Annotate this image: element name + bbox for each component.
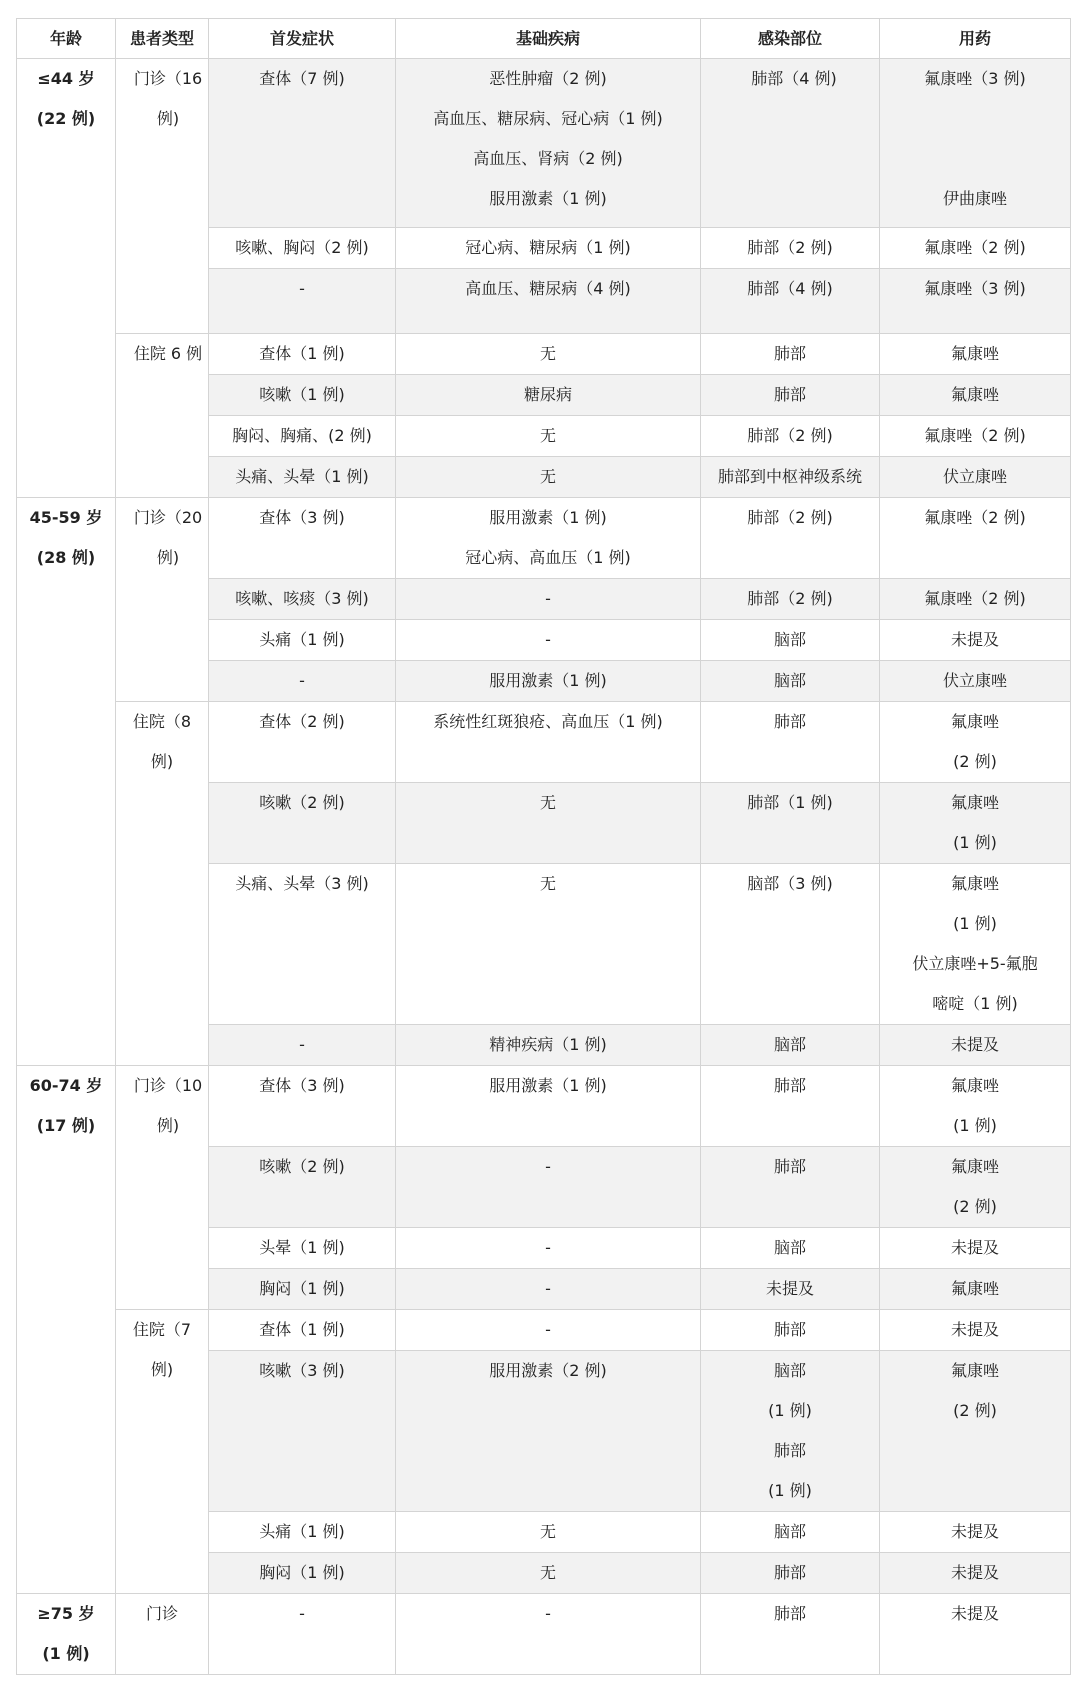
symptom-cell-line: 头晕（1 例) — [259, 1238, 345, 1257]
infection-site-cell — [701, 457, 880, 498]
symptom-cell — [209, 1269, 396, 1310]
table-row — [17, 1066, 1071, 1147]
symptom-cell-line: - — [299, 1035, 305, 1054]
medication-cell-line: 氟康唑（2 例) — [924, 589, 1026, 608]
header-medication: 用药 — [880, 19, 1071, 59]
infection-site-cell-line: 肺部 — [773, 1604, 806, 1623]
medication-cell-line: 未提及 — [950, 1238, 999, 1257]
symptom-cell-line: - — [299, 279, 305, 298]
disease-cell-line: - — [545, 630, 551, 649]
disease-cell — [396, 498, 701, 579]
medication-cell — [880, 334, 1071, 375]
medication-cell-line: 氟康唑 — [950, 712, 999, 731]
medication-cell-line: 氟康唑（2 例) — [924, 508, 1026, 527]
infection-site-cell-line: 肺部 — [773, 385, 806, 404]
symptom-cell — [209, 457, 396, 498]
symptom-cell-line: 查体（7 例) — [259, 69, 345, 88]
header-first-symptom: 首发症状 — [209, 19, 396, 59]
medication-cell-line: 未提及 — [950, 1320, 999, 1339]
disease-cell — [396, 1228, 701, 1269]
medication-cell-line: 未提及 — [950, 1035, 999, 1054]
header-underlying-disease: 基础疾病 — [396, 19, 701, 59]
infection-site-cell — [701, 1066, 880, 1147]
infection-site-cell-line: 肺部 — [773, 1320, 806, 1339]
symptom-cell — [209, 1594, 396, 1675]
disease-cell — [396, 1269, 701, 1310]
infection-site-cell — [701, 59, 880, 228]
disease-cell — [396, 783, 701, 864]
medication-cell — [880, 375, 1071, 416]
symptom-cell — [209, 1025, 396, 1066]
disease-cell-line: - — [545, 1320, 551, 1339]
medication-cell — [880, 269, 1071, 334]
symptom-cell-line: - — [299, 1604, 305, 1623]
medication-cell-line: 伏立康唑 — [942, 467, 1007, 486]
medication-cell — [880, 620, 1071, 661]
symptom-cell-line: 胸闷（1 例) — [259, 1279, 345, 1298]
disease-cell — [396, 579, 701, 620]
disease-cell — [396, 1066, 701, 1147]
disease-cell-line: 系统性红斑狼疮、高血压（1 例) — [433, 712, 663, 731]
disease-cell-line: 恶性肿瘤（2 例) — [489, 69, 607, 88]
medication-cell — [880, 1025, 1071, 1066]
medication-cell-line — [880, 99, 1070, 139]
infection-site-cell-line: 肺部（2 例) — [747, 508, 833, 527]
age-cell-line: 45-59 岁 — [29, 508, 103, 527]
medication-cell — [880, 864, 1071, 1025]
patient-type-cell — [116, 334, 209, 498]
medication-cell — [880, 457, 1071, 498]
disease-cell — [396, 1553, 701, 1594]
disease-cell — [396, 620, 701, 661]
medication-cell — [880, 59, 1071, 228]
medication-cell — [880, 579, 1071, 620]
symptom-cell — [209, 498, 396, 579]
age-cell — [17, 498, 116, 1066]
disease-cell — [396, 1147, 701, 1228]
disease-cell-line: 精神疾病（1 例) — [489, 1035, 607, 1054]
header-row — [17, 19, 1071, 59]
medication-cell — [880, 1351, 1071, 1512]
infection-site-cell — [701, 1269, 880, 1310]
medication-cell — [880, 498, 1071, 579]
table-body — [17, 59, 1071, 1675]
medication-cell-line: 氟康唑（2 例) — [924, 426, 1026, 445]
medication-cell-line: 氟康唑 — [950, 344, 999, 363]
disease-cell — [396, 864, 701, 1025]
medication-cell-line — [880, 139, 1070, 179]
patient-type-cell — [116, 1594, 209, 1675]
symptom-cell — [209, 661, 396, 702]
infection-site-cell-line: 肺部 — [773, 1563, 806, 1582]
medication-cell-line: 氟康唑 — [950, 1279, 999, 1298]
medication-cell-line: (1 例) — [953, 914, 997, 933]
disease-cell — [396, 1512, 701, 1553]
patient-type-cell — [116, 702, 209, 1066]
patient-type-cell-line: 住院（7 — [132, 1320, 192, 1339]
medication-cell-line: (2 例) — [953, 1401, 997, 1420]
patient-type-cell-line: 门诊（16 — [133, 69, 203, 88]
infection-site-cell — [701, 269, 880, 334]
disease-cell — [396, 1594, 701, 1675]
infection-site-cell — [701, 1553, 880, 1594]
disease-cell-line: 无 — [539, 467, 556, 486]
medication-cell — [880, 416, 1071, 457]
infection-site-cell — [701, 228, 880, 269]
symptom-cell — [209, 1310, 396, 1351]
medication-cell-line: 未提及 — [950, 1604, 999, 1623]
medication-cell-line: 氟康唑（3 例) — [924, 69, 1026, 88]
disease-cell — [396, 1310, 701, 1351]
infection-site-cell-line: 肺部（4 例) — [747, 279, 833, 298]
infection-site-cell-line: 脑部 — [773, 1522, 806, 1541]
infection-site-cell-line: 脑部 — [773, 1035, 806, 1054]
disease-cell-line: 服用激素（1 例) — [489, 189, 607, 208]
medication-cell — [880, 661, 1071, 702]
infection-site-cell-line: 脑部 — [773, 1238, 806, 1257]
header-infection-site: 感染部位 — [701, 19, 880, 59]
symptom-cell-line: 查体（1 例) — [259, 344, 345, 363]
disease-cell-line: - — [545, 589, 551, 608]
infection-site-cell — [701, 661, 880, 702]
symptom-cell — [209, 1147, 396, 1228]
symptom-cell — [209, 1553, 396, 1594]
disease-cell-line: - — [545, 1238, 551, 1257]
symptom-cell — [209, 702, 396, 783]
symptom-cell-line: 头痛、头晕（1 例) — [235, 467, 369, 486]
infection-site-cell — [701, 579, 880, 620]
medication-cell-line: 未提及 — [950, 630, 999, 649]
infection-site-cell — [701, 620, 880, 661]
symptom-cell-line: 查体（3 例) — [259, 1076, 345, 1095]
table-row — [17, 1310, 1071, 1351]
symptom-cell — [209, 620, 396, 661]
medication-cell-line: 氟康唑 — [950, 874, 999, 893]
disease-cell — [396, 661, 701, 702]
symptom-cell — [209, 1512, 396, 1553]
symptom-cell-line: 查体（3 例) — [259, 508, 345, 527]
infection-site-cell-line: 脑部 — [773, 671, 806, 690]
symptom-cell — [209, 783, 396, 864]
disease-cell-line: 服用激素（1 例) — [489, 671, 607, 690]
disease-cell-line: - — [545, 1157, 551, 1176]
disease-cell-line: 高血压、糖尿病、冠心病（1 例) — [433, 109, 663, 128]
symptom-cell-line: 查体（2 例) — [259, 712, 345, 731]
infection-site-cell — [701, 783, 880, 864]
infection-site-cell — [701, 864, 880, 1025]
infection-site-cell-line: (1 例) — [768, 1401, 812, 1420]
medication-cell-line: 嘧啶（1 例) — [932, 994, 1018, 1013]
medication-cell-line: 氟康唑 — [950, 385, 999, 404]
age-cell-line: (22 例) — [36, 109, 96, 128]
medication-cell-line: 氟康唑（3 例) — [924, 279, 1026, 298]
patient-type-cell-line: 例) — [156, 548, 180, 567]
symptom-cell — [209, 269, 396, 334]
age-cell-line: 60-74 岁 — [29, 1076, 103, 1095]
table-row — [17, 702, 1071, 783]
infection-site-cell — [701, 375, 880, 416]
patient-type-cell — [116, 1066, 209, 1310]
disease-cell-line: 无 — [539, 793, 556, 812]
symptom-cell — [209, 228, 396, 269]
age-cell-line: ≥75 岁 — [37, 1604, 95, 1623]
disease-cell — [396, 702, 701, 783]
patient-type-cell-line: 门诊 — [145, 1604, 178, 1623]
symptom-cell-line: 咳嗽（2 例) — [259, 793, 345, 812]
data-table — [16, 18, 1071, 1675]
infection-site-cell-line: (1 例) — [768, 1481, 812, 1500]
infection-site-cell — [701, 1025, 880, 1066]
medication-cell-line: 伏立康唑+5-氟胞 — [912, 954, 1038, 973]
age-cell — [17, 59, 116, 498]
medication-cell — [880, 1228, 1071, 1269]
disease-cell — [396, 228, 701, 269]
header-age: 年龄 — [17, 19, 116, 59]
table-row — [17, 59, 1071, 228]
disease-cell-line: 服用激素（1 例) — [489, 1076, 607, 1095]
table-header — [17, 19, 1071, 59]
infection-site-cell — [701, 1310, 880, 1351]
medication-cell-line: (1 例) — [953, 1116, 997, 1135]
symptom-cell-line: 头痛、头晕（3 例) — [235, 874, 369, 893]
infection-site-cell-line: 未提及 — [765, 1279, 814, 1298]
infection-site-cell — [701, 1594, 880, 1675]
header-patient-type: 患者类型 — [116, 19, 209, 59]
infection-site-cell-line: 肺部到中枢神级系统 — [717, 467, 862, 486]
medication-cell-line: 氟康唑 — [950, 1076, 999, 1095]
disease-cell-line: 服用激素（1 例) — [489, 508, 607, 527]
medication-cell — [880, 1147, 1071, 1228]
age-cell-line: (17 例) — [36, 1116, 96, 1135]
medication-cell-line: 未提及 — [950, 1563, 999, 1582]
symptom-cell — [209, 59, 396, 228]
disease-cell — [396, 1351, 701, 1512]
symptom-cell — [209, 375, 396, 416]
medication-cell — [880, 1066, 1071, 1147]
infection-site-cell-line: 肺部（2 例) — [747, 238, 833, 257]
symptom-cell-line: 头痛（1 例) — [259, 630, 345, 649]
age-cell — [17, 1594, 116, 1675]
medication-cell — [880, 228, 1071, 269]
infection-site-cell-line: 肺部（1 例) — [747, 793, 833, 812]
infection-site-cell-line: 肺部 — [773, 1076, 806, 1095]
symptom-cell-line: 咳嗽（3 例) — [259, 1361, 345, 1380]
symptom-cell-line: - — [299, 671, 305, 690]
symptom-cell-line: 查体（1 例) — [259, 1320, 345, 1339]
patient-type-cell-line: 门诊（20 — [133, 508, 203, 527]
infection-site-cell — [701, 1147, 880, 1228]
infection-site-cell-line: 肺部（2 例) — [747, 426, 833, 445]
infection-site-cell-line: 脑部（3 例) — [747, 874, 833, 893]
symptom-cell-line: 咳嗽、胸闷（2 例) — [235, 238, 369, 257]
patient-type-cell-line: 例) — [156, 1116, 180, 1135]
symptom-cell — [209, 1351, 396, 1512]
infection-site-cell-line: 肺部 — [773, 712, 806, 731]
disease-cell — [396, 416, 701, 457]
disease-cell-line: 无 — [539, 426, 556, 445]
infection-site-cell — [701, 1351, 880, 1512]
medication-cell — [880, 1310, 1071, 1351]
infection-site-cell-line: 肺部 — [773, 344, 806, 363]
infection-site-cell-line: 肺部 — [773, 1157, 806, 1176]
symptom-cell — [209, 334, 396, 375]
infection-site-cell-line: 肺部（4 例) — [751, 69, 837, 88]
table-row — [17, 498, 1071, 579]
symptom-cell — [209, 579, 396, 620]
disease-cell — [396, 457, 701, 498]
disease-cell-line: - — [545, 1279, 551, 1298]
patient-type-cell-line: 例) — [156, 109, 180, 128]
medication-cell-line: 伏立康唑 — [942, 671, 1007, 690]
infection-site-cell — [701, 702, 880, 783]
medication-cell-line: 氟康唑 — [950, 793, 999, 812]
infection-site-cell — [701, 1228, 880, 1269]
symptom-cell-line: 胸闷（1 例) — [259, 1563, 345, 1582]
disease-cell-line: 糖尿病 — [523, 385, 572, 404]
patient-type-cell — [116, 59, 209, 334]
medication-cell — [880, 1594, 1071, 1675]
patient-type-cell-line: 例) — [150, 1360, 174, 1379]
age-cell — [17, 1066, 116, 1594]
patient-type-cell-line: 例) — [150, 752, 174, 771]
table-row — [17, 1594, 1071, 1675]
patient-type-cell — [116, 1310, 209, 1594]
medication-cell-line: 氟康唑（2 例) — [924, 238, 1026, 257]
patient-type-cell-line: 门诊（10 — [133, 1076, 203, 1095]
age-cell-line: (28 例) — [36, 548, 96, 567]
symptom-cell — [209, 1228, 396, 1269]
medication-cell — [880, 702, 1071, 783]
disease-cell-line: 高血压、肾病（2 例) — [473, 149, 623, 168]
patient-type-cell-line: 住院（8 — [132, 712, 192, 731]
disease-cell — [396, 269, 701, 334]
disease-cell-line: 高血压、糖尿病（4 例) — [465, 279, 631, 298]
medication-cell-line: (1 例) — [953, 833, 997, 852]
disease-cell-line: 无 — [539, 1522, 556, 1541]
disease-cell-line: 无 — [539, 874, 556, 893]
patient-type-cell-line: 住院 6 例 — [133, 344, 203, 363]
disease-cell-line: 服用激素（2 例) — [489, 1361, 607, 1380]
disease-cell-line: 无 — [539, 1563, 556, 1582]
symptom-cell — [209, 864, 396, 1025]
disease-cell-line: 无 — [539, 344, 556, 363]
infection-site-cell — [701, 334, 880, 375]
symptom-cell-line: 胸闷、胸痛、(2 例) — [232, 426, 372, 445]
infection-site-cell-line: 脑部 — [773, 1361, 806, 1380]
infection-site-cell — [701, 498, 880, 579]
medication-cell-line: 伊曲康唑 — [942, 189, 1007, 208]
infection-site-cell-line: 脑部 — [773, 630, 806, 649]
symptom-cell — [209, 1066, 396, 1147]
medication-cell-line: 氟康唑 — [950, 1157, 999, 1176]
table-row — [17, 334, 1071, 375]
infection-site-cell-line: 肺部 — [773, 1441, 806, 1460]
symptom-cell-line: 咳嗽（1 例) — [259, 385, 345, 404]
medication-cell — [880, 1553, 1071, 1594]
age-cell-line: ≤44 岁 — [37, 69, 95, 88]
symptom-cell-line: 咳嗽、咳痰（3 例) — [235, 589, 369, 608]
infection-site-cell-line: 肺部（2 例) — [747, 589, 833, 608]
age-cell-line: (1 例) — [42, 1644, 90, 1663]
medication-cell-line: (2 例) — [953, 1197, 997, 1216]
medication-cell-line: 未提及 — [950, 1522, 999, 1541]
patient-type-cell — [116, 498, 209, 702]
disease-cell-line: 冠心病、高血压（1 例) — [465, 548, 631, 567]
disease-cell — [396, 59, 701, 228]
medication-cell-line: 氟康唑 — [950, 1361, 999, 1380]
medication-cell — [880, 1269, 1071, 1310]
disease-cell-line: 冠心病、糖尿病（1 例) — [465, 238, 631, 257]
disease-cell — [396, 1025, 701, 1066]
infection-site-cell — [701, 1512, 880, 1553]
disease-cell — [396, 375, 701, 416]
medication-cell — [880, 783, 1071, 864]
medication-cell-line: (2 例) — [953, 752, 997, 771]
disease-cell-line: - — [545, 1604, 551, 1623]
symptom-cell-line: 头痛（1 例) — [259, 1522, 345, 1541]
disease-cell — [396, 334, 701, 375]
infection-site-cell — [701, 416, 880, 457]
symptom-cell-line: 咳嗽（2 例) — [259, 1157, 345, 1176]
symptom-cell — [209, 416, 396, 457]
medication-cell — [880, 1512, 1071, 1553]
